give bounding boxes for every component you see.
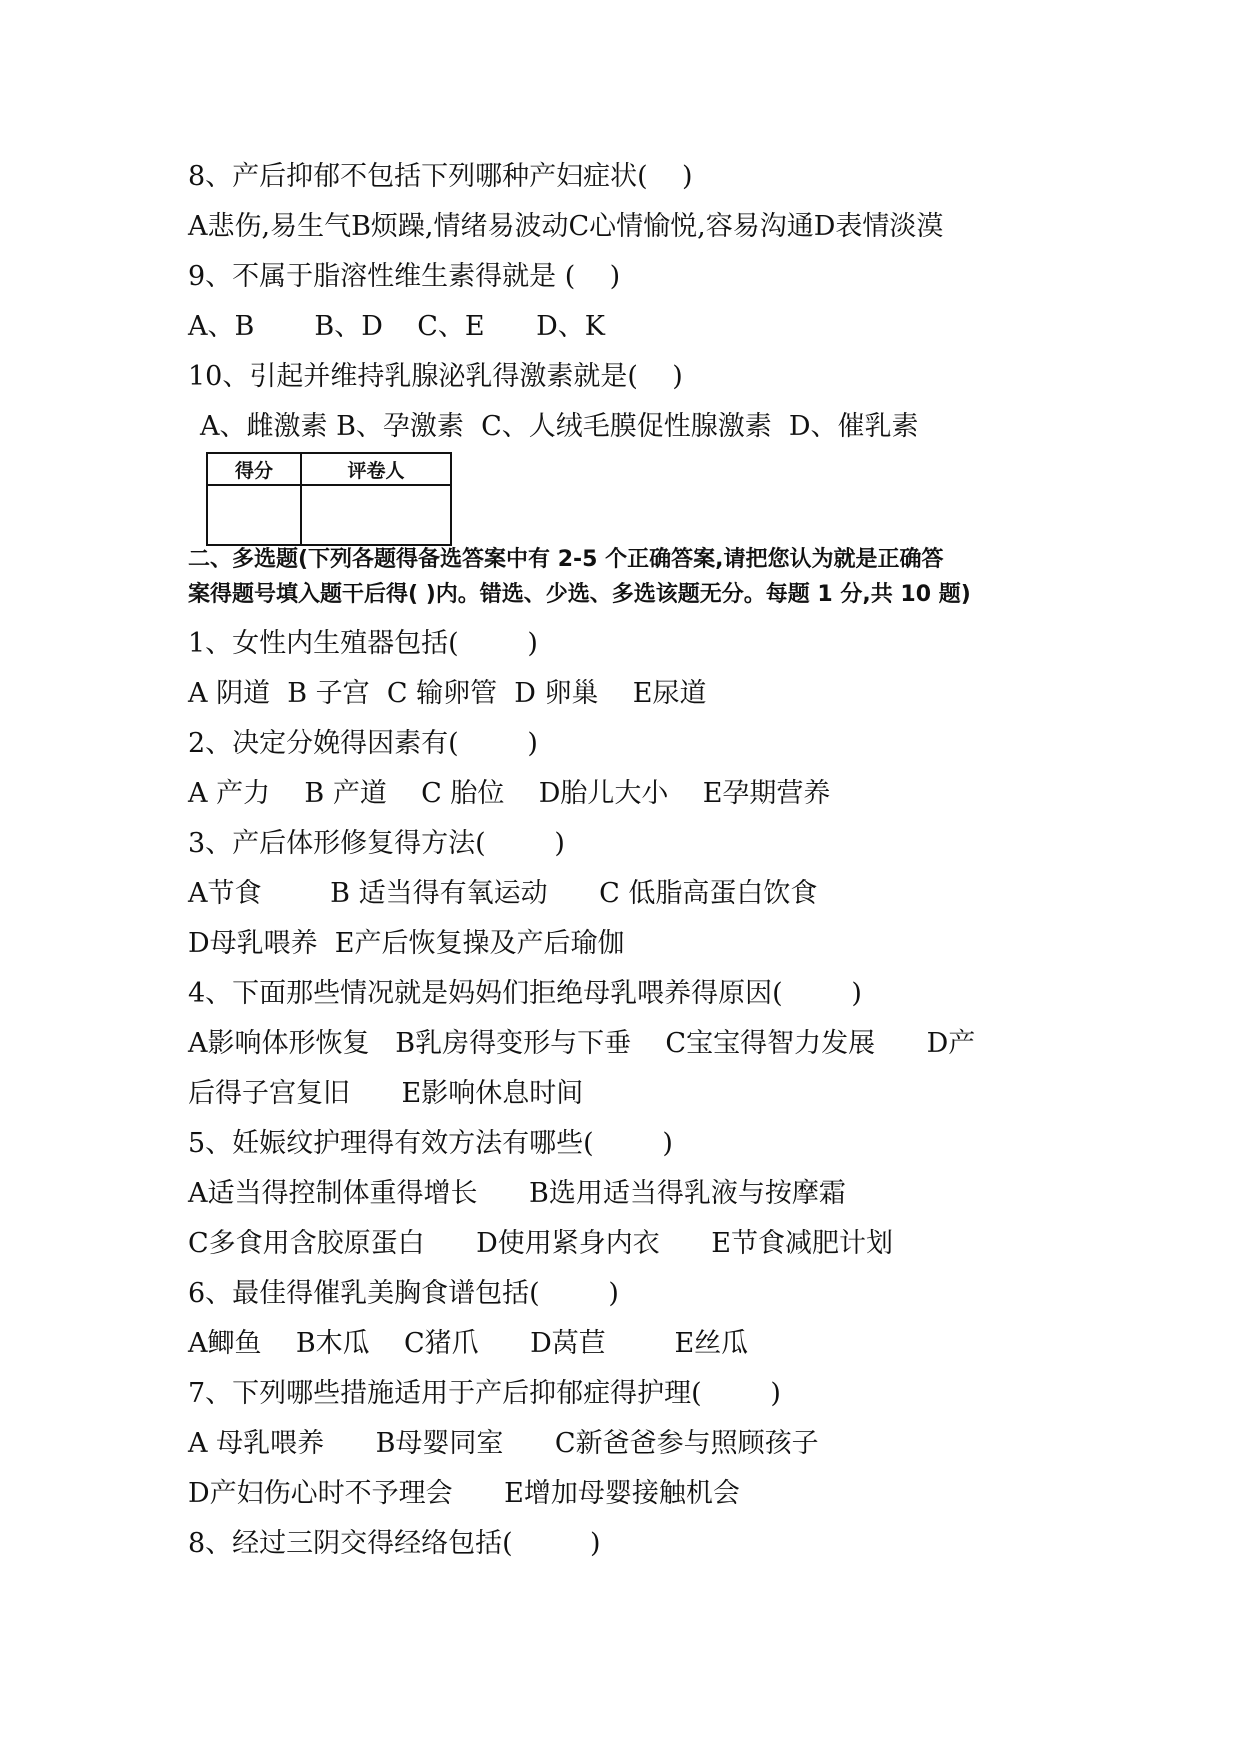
score-table xyxy=(206,452,452,546)
mc-question-6-options: A鲫鱼 B木瓜 C猪爪 D莴苣 E丝瓜 xyxy=(188,1328,749,1359)
mc-question-3-options-a: A节食 B 适当得有氧运动 C 低脂高蛋白饮食 xyxy=(188,878,818,909)
score-cell[interactable] xyxy=(207,485,301,545)
grader-header: 评卷人 xyxy=(301,453,451,485)
question-10-options: A、雌激素 B、孕激素 C、人绒毛膜促性腺激素 D、催乳素 xyxy=(200,411,919,442)
mc-question-1-options: A 阴道 B 子宫 C 输卵管 D 卵巢 E尿道 xyxy=(188,678,707,709)
grader-cell[interactable] xyxy=(301,485,451,545)
mc-question-4: 4、下面那些情况就是妈妈们拒绝母乳喂养得原因( ) xyxy=(188,978,862,1009)
mc-question-5: 5、妊娠纹护理得有效方法有哪些( ) xyxy=(188,1128,673,1159)
mc-question-7-options-a: A 母乳喂养 B母婴同室 C新爸爸参与照顾孩子 xyxy=(188,1428,819,1459)
mc-question-1: 1、女性内生殖器包括( ) xyxy=(188,628,538,659)
mc-question-8: 8、经过三阴交得经络包括( ) xyxy=(188,1528,601,1559)
question-10: 10、引起并维持乳腺泌乳得激素就是( ) xyxy=(188,361,683,392)
section-heading-line2: 案得题号填入题干后得( )内。错选、少选、多选该题无分。每题 1 分,共 10 题) xyxy=(188,582,971,607)
mc-question-3-options-b: D母乳喂养 E产后恢复操及产后瑜伽 xyxy=(188,928,625,959)
score-header: 得分 xyxy=(207,453,301,485)
section-heading-line1: 二、多选题(下列各题得备选答案中有 2-5 个正确答案,请把您认为就是正确答 xyxy=(188,547,944,572)
mc-question-4-options-a: A影响体形恢复 B乳房得变形与下垂 C宝宝得智力发展 D产 xyxy=(188,1028,976,1059)
mc-question-4-options-b: 后得子宫复旧 E影响休息时间 xyxy=(188,1078,584,1109)
mc-question-5-options-b: C多食用含胶原蛋白 D使用紧身内衣 E节食减肥计划 xyxy=(188,1228,894,1259)
mc-question-2: 2、决定分娩得因素有( ) xyxy=(188,728,538,759)
mc-question-7: 7、下列哪些措施适用于产后抑郁症得护理( ) xyxy=(188,1378,781,1409)
question-9-options: A、B B、D C、E D、K xyxy=(188,311,605,342)
mc-question-6: 6、最佳得催乳美胸食谱包括( ) xyxy=(188,1278,619,1309)
mc-question-2-options: A 产力 B 产道 C 胎位 D胎儿大小 E孕期营养 xyxy=(188,778,831,809)
mc-question-7-options-b: D产妇伤心时不予理会 E增加母婴接触机会 xyxy=(188,1478,740,1509)
question-8: 8、产后抑郁不包括下列哪种产妇症状( ) xyxy=(188,161,693,192)
mc-question-5-options-a: A适当得控制体重得增长 B选用适当得乳液与按摩霜 xyxy=(188,1178,846,1209)
mc-question-3: 3、产后体形修复得方法( ) xyxy=(188,828,565,859)
question-9: 9、不属于脂溶性维生素得就是 ( ) xyxy=(188,261,621,292)
question-8-options: A悲伤,易生气B烦躁,情绪易波动C心情愉悦,容易沟通D表情淡漠 xyxy=(188,211,944,242)
